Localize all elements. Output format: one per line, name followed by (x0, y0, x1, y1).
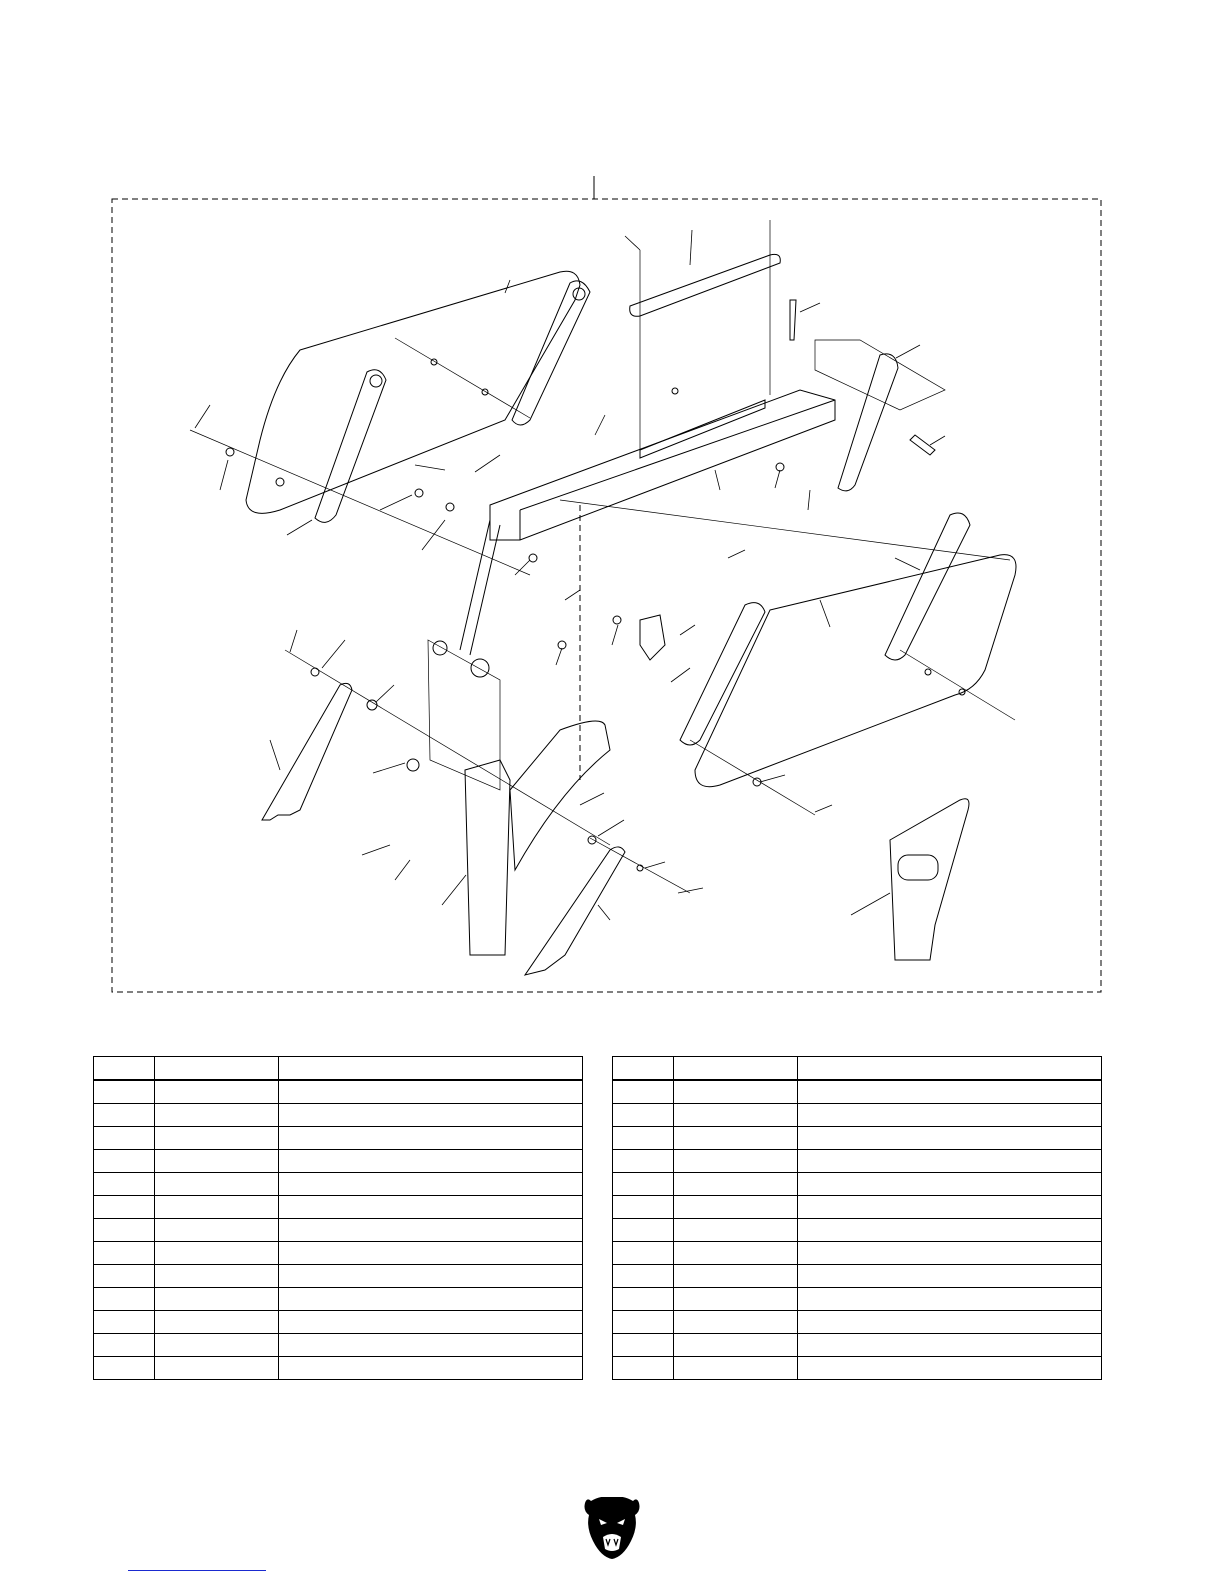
part-number-cell (155, 1242, 279, 1265)
part-number-cell (155, 1265, 279, 1288)
table-row (94, 1265, 583, 1288)
ref-column-header (94, 1057, 155, 1081)
ref-cell (94, 1242, 155, 1265)
ref-cell (613, 1334, 674, 1357)
part-number-cell (674, 1219, 798, 1242)
ref-cell (613, 1242, 674, 1265)
ref-cell (94, 1334, 155, 1357)
part-number-cell (155, 1219, 279, 1242)
ref-cell (613, 1196, 674, 1219)
description-cell (798, 1265, 1102, 1288)
table-row (94, 1311, 583, 1334)
table-row (613, 1311, 1102, 1334)
ref-cell (94, 1150, 155, 1173)
table-header-row (94, 1057, 583, 1081)
part-number-cell (155, 1334, 279, 1357)
upper-left-arm-b (512, 281, 590, 425)
part-number-column-header (674, 1057, 798, 1081)
footer-link[interactable] (128, 1556, 266, 1571)
ref-cell (94, 1357, 155, 1380)
ref-cell (613, 1104, 674, 1127)
ref-cell (94, 1219, 155, 1242)
description-cell (798, 1311, 1102, 1334)
part-number-cell (674, 1080, 798, 1104)
table-header-row (613, 1057, 1102, 1081)
ref-cell (94, 1196, 155, 1219)
top-slotted-bar (630, 254, 781, 316)
part-number-cell (674, 1265, 798, 1288)
part-number-cell (155, 1150, 279, 1173)
part-number-cell (674, 1242, 798, 1265)
part-number-cell (674, 1150, 798, 1173)
table-row (94, 1219, 583, 1242)
part-number-cell (674, 1311, 798, 1334)
description-cell (798, 1127, 1102, 1150)
parts-table-left (93, 1056, 583, 1380)
lower-right-arm-b (885, 513, 970, 660)
table-row (94, 1288, 583, 1311)
table-row (94, 1150, 583, 1173)
center-blade-guard (465, 760, 510, 955)
lower-right-guard-panel (695, 555, 1016, 787)
table-row (94, 1242, 583, 1265)
description-cell (798, 1357, 1102, 1380)
description-cell (798, 1219, 1102, 1242)
table-row (94, 1080, 583, 1104)
table-row (613, 1242, 1102, 1265)
part-number-cell (674, 1288, 798, 1311)
description-cell (279, 1288, 583, 1311)
ref-column-header (613, 1057, 674, 1081)
description-column-header (798, 1057, 1102, 1081)
table-row (94, 1334, 583, 1357)
upper-right-arm (838, 354, 898, 491)
part-number-cell (674, 1334, 798, 1357)
ref-cell (613, 1080, 674, 1104)
table-row (613, 1127, 1102, 1150)
upper-left-guard-panel (246, 271, 580, 513)
description-column-header (279, 1057, 583, 1081)
ref-cell (613, 1357, 674, 1380)
part-number-cell (155, 1357, 279, 1380)
table-row (613, 1173, 1102, 1196)
table-row (94, 1357, 583, 1380)
description-cell (279, 1127, 583, 1150)
description-cell (279, 1265, 583, 1288)
description-cell (798, 1288, 1102, 1311)
description-cell (279, 1104, 583, 1127)
ref-cell (613, 1311, 674, 1334)
ref-cell (94, 1173, 155, 1196)
ref-cell (94, 1080, 155, 1104)
part-number-cell (674, 1173, 798, 1196)
ref-cell (613, 1127, 674, 1150)
table-row (613, 1357, 1102, 1380)
part-number-cell (155, 1104, 279, 1127)
table-row (94, 1173, 583, 1196)
table-row (613, 1334, 1102, 1357)
description-cell (279, 1219, 583, 1242)
bear-head-icon (583, 1497, 641, 1561)
ref-cell (613, 1150, 674, 1173)
table-row (94, 1104, 583, 1127)
description-cell (798, 1196, 1102, 1219)
description-cell (279, 1357, 583, 1380)
part-number-cell (674, 1357, 798, 1380)
part-number-cell (155, 1311, 279, 1334)
part-number-cell (155, 1196, 279, 1219)
ref-cell (94, 1104, 155, 1127)
part-number-cell (155, 1288, 279, 1311)
description-cell (279, 1311, 583, 1334)
description-cell (279, 1080, 583, 1104)
description-cell (279, 1173, 583, 1196)
description-cell (279, 1150, 583, 1173)
table-row (613, 1150, 1102, 1173)
ref-cell (94, 1311, 155, 1334)
center-riving-blade (525, 847, 625, 975)
description-cell (798, 1242, 1102, 1265)
description-cell (279, 1334, 583, 1357)
table-row (613, 1219, 1102, 1242)
ref-cell (94, 1265, 155, 1288)
ref-cell (613, 1288, 674, 1311)
part-number-cell (155, 1127, 279, 1150)
part-number-cell (155, 1080, 279, 1104)
ref-cell (613, 1173, 674, 1196)
lower-right-arm-a (680, 603, 765, 745)
part-number-cell (674, 1127, 798, 1150)
table-row (613, 1288, 1102, 1311)
assembly-boundary (112, 199, 1101, 992)
table-row (613, 1196, 1102, 1219)
table-row (613, 1080, 1102, 1104)
part-number-column-header (155, 1057, 279, 1081)
part-number-cell (674, 1196, 798, 1219)
upper-left-arm-a (315, 370, 386, 523)
ref-cell (613, 1265, 674, 1288)
part-number-cell (674, 1104, 798, 1127)
parts-table-right (612, 1056, 1102, 1380)
description-cell (798, 1334, 1102, 1357)
description-cell (798, 1080, 1102, 1104)
table-row (94, 1196, 583, 1219)
table-row (613, 1104, 1102, 1127)
ref-cell (94, 1288, 155, 1311)
ref-cell (94, 1127, 155, 1150)
left-riving-blade (262, 683, 352, 820)
description-cell (798, 1150, 1102, 1173)
description-cell (279, 1242, 583, 1265)
description-cell (798, 1104, 1102, 1127)
splitter-plate (890, 799, 969, 960)
table-row (613, 1265, 1102, 1288)
part-number-cell (155, 1173, 279, 1196)
description-cell (279, 1196, 583, 1219)
description-cell (798, 1173, 1102, 1196)
ref-cell (613, 1219, 674, 1242)
table-row (94, 1127, 583, 1150)
